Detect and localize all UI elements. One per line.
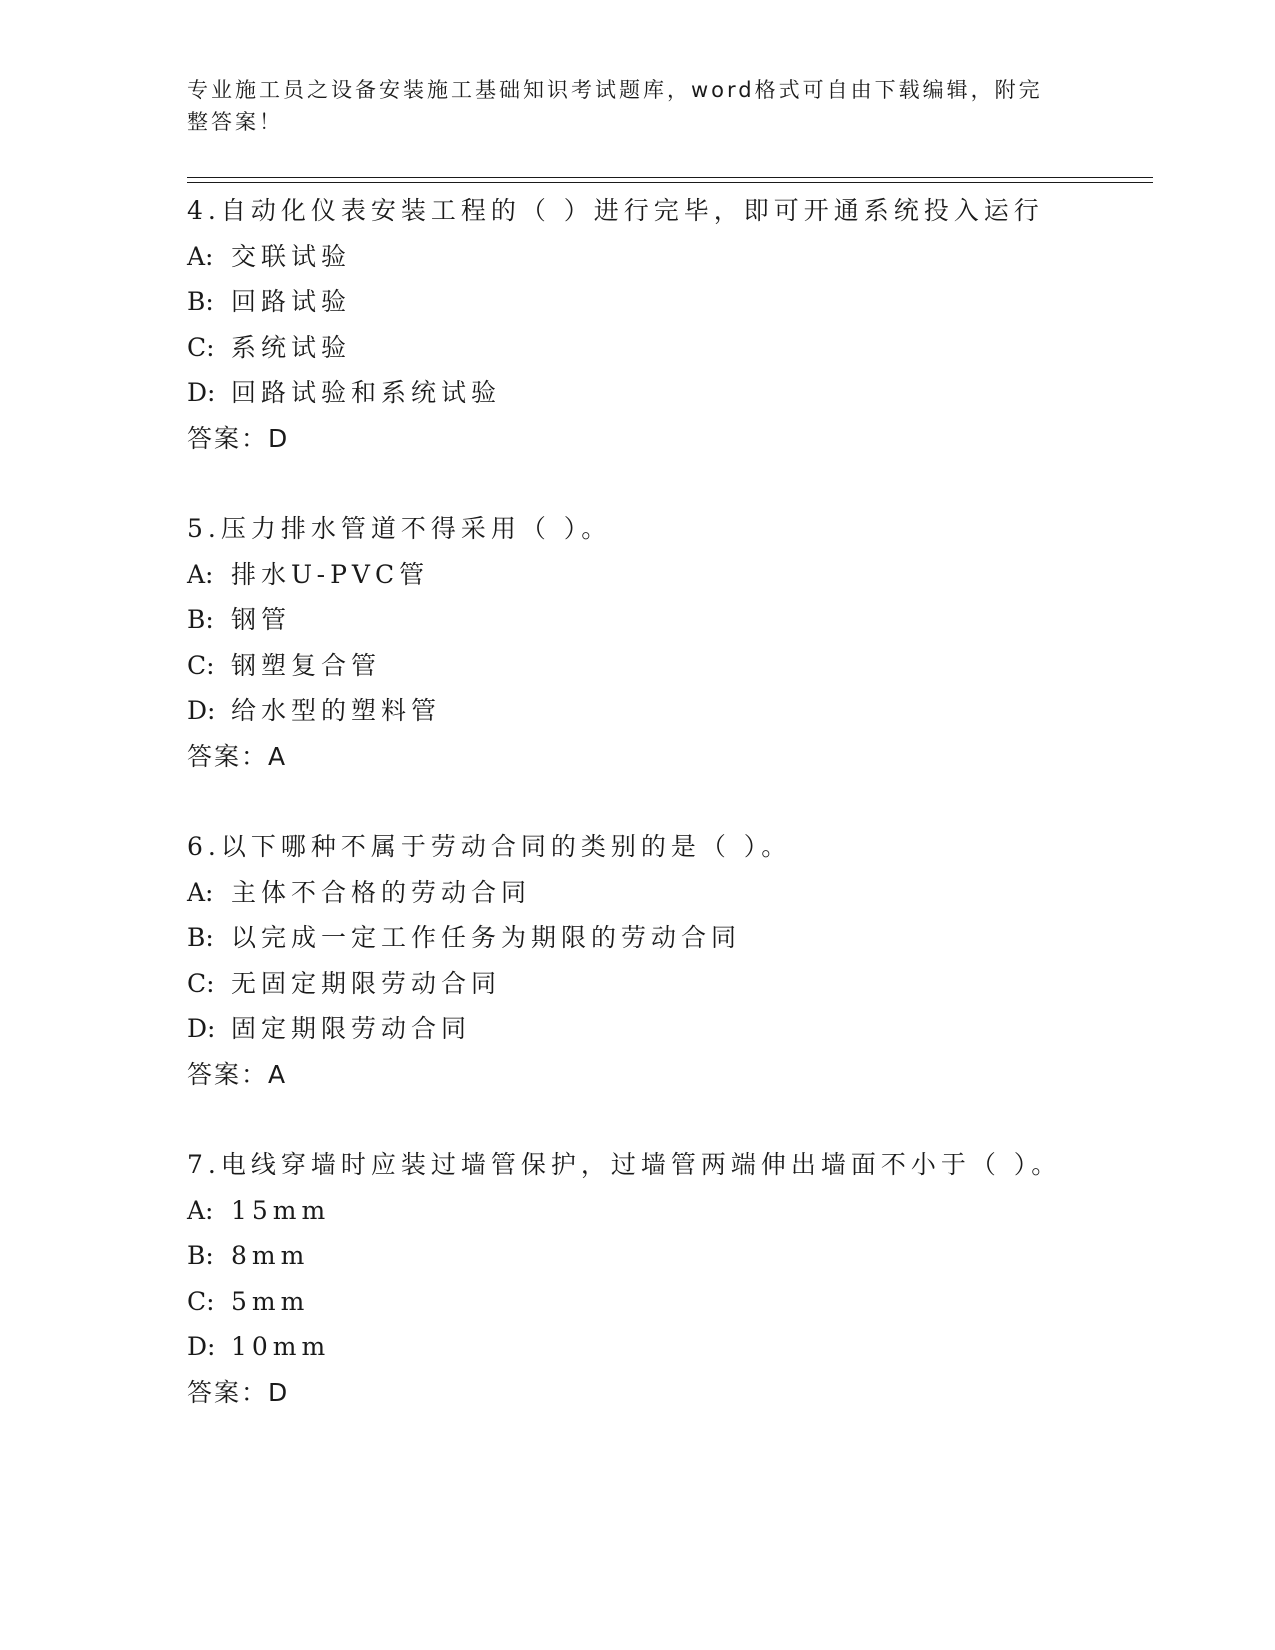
answer-line: 答案：A	[187, 1059, 288, 1089]
option-letter: C:	[187, 650, 215, 680]
option-a	[187, 1188, 1147, 1234]
option-letter: C:	[187, 332, 215, 362]
option-text: 回路试验和系统试验	[231, 378, 502, 407]
option-text: 钢管	[231, 605, 292, 634]
option-d	[187, 1006, 1147, 1052]
answer-line: 答案：D	[187, 1377, 290, 1407]
question-stem: 4.自动化仪表安装工程的（ ）进行完毕，即可开通系统投入运行	[187, 196, 1044, 225]
option-letter: D:	[187, 1332, 216, 1361]
option-c	[187, 325, 1147, 371]
option-text: 10mm	[231, 1332, 331, 1361]
option-letter: A:	[187, 241, 214, 271]
option-c	[187, 1279, 1147, 1325]
option-letter: D:	[187, 1014, 216, 1043]
option-letter: D:	[187, 696, 216, 725]
option-letter: A:	[187, 1195, 214, 1225]
option-text: 钢塑复合管	[231, 650, 382, 680]
document-header	[187, 74, 1067, 138]
header-divider-bottom	[187, 182, 1153, 183]
question-stem: 6.以下哪种不属于劳动合同的类别的是（ ）。	[187, 832, 792, 861]
option-text: 以完成一定工作任务为期限的劳动合同	[231, 923, 742, 952]
question-6	[187, 824, 1147, 1097]
option-letter: B:	[187, 1241, 214, 1270]
option-b	[187, 1233, 1147, 1279]
option-letter: B:	[187, 923, 214, 952]
option-text: 主体不合格的劳动合同	[231, 877, 532, 907]
question-stem: 5.压力排水管道不得采用（ ）。	[187, 514, 612, 543]
option-b	[187, 915, 1147, 961]
option-a	[187, 234, 1147, 280]
question-4	[187, 188, 1147, 461]
option-letter: D:	[187, 378, 216, 407]
option-text: 交联试验	[231, 241, 352, 271]
option-text: 回路试验	[231, 287, 352, 316]
header-divider-top	[187, 177, 1153, 178]
option-text: 8mm	[231, 1241, 310, 1270]
option-letter: C:	[187, 968, 215, 998]
option-letter: C:	[187, 1286, 215, 1316]
option-d	[187, 370, 1147, 416]
option-b	[187, 279, 1147, 325]
question-list	[187, 188, 1147, 1460]
option-text: 系统试验	[231, 332, 352, 362]
option-letter: B:	[187, 287, 214, 316]
option-a	[187, 870, 1147, 916]
answer-line: 答案：D	[187, 423, 290, 453]
option-c	[187, 643, 1147, 689]
header-line-2: 整答案！	[187, 110, 283, 134]
option-b	[187, 597, 1147, 643]
option-letter: B:	[187, 605, 214, 634]
option-text: 5mm	[231, 1286, 310, 1316]
option-a	[187, 552, 1147, 598]
option-c	[187, 961, 1147, 1007]
question-7	[187, 1142, 1147, 1415]
option-text: 排水U-PVC管	[231, 559, 430, 589]
option-text: 无固定期限劳动合同	[231, 968, 502, 998]
question-5	[187, 506, 1147, 779]
question-stem: 7.电线穿墙时应装过墙管保护，过墙管两端伸出墙面不小于（ ）。	[187, 1150, 1062, 1179]
option-text: 固定期限劳动合同	[231, 1014, 472, 1043]
option-text: 给水型的塑料管	[231, 696, 442, 725]
option-letter: A:	[187, 559, 214, 589]
option-d	[187, 1324, 1147, 1370]
option-text: 15mm	[231, 1195, 331, 1225]
option-d	[187, 688, 1147, 734]
header-line-1: 专业施工员之设备安装施工基础知识考试题库，word格式可自由下载编辑，附完	[187, 78, 1043, 102]
answer-line: 答案：A	[187, 741, 288, 771]
option-letter: A:	[187, 877, 214, 907]
